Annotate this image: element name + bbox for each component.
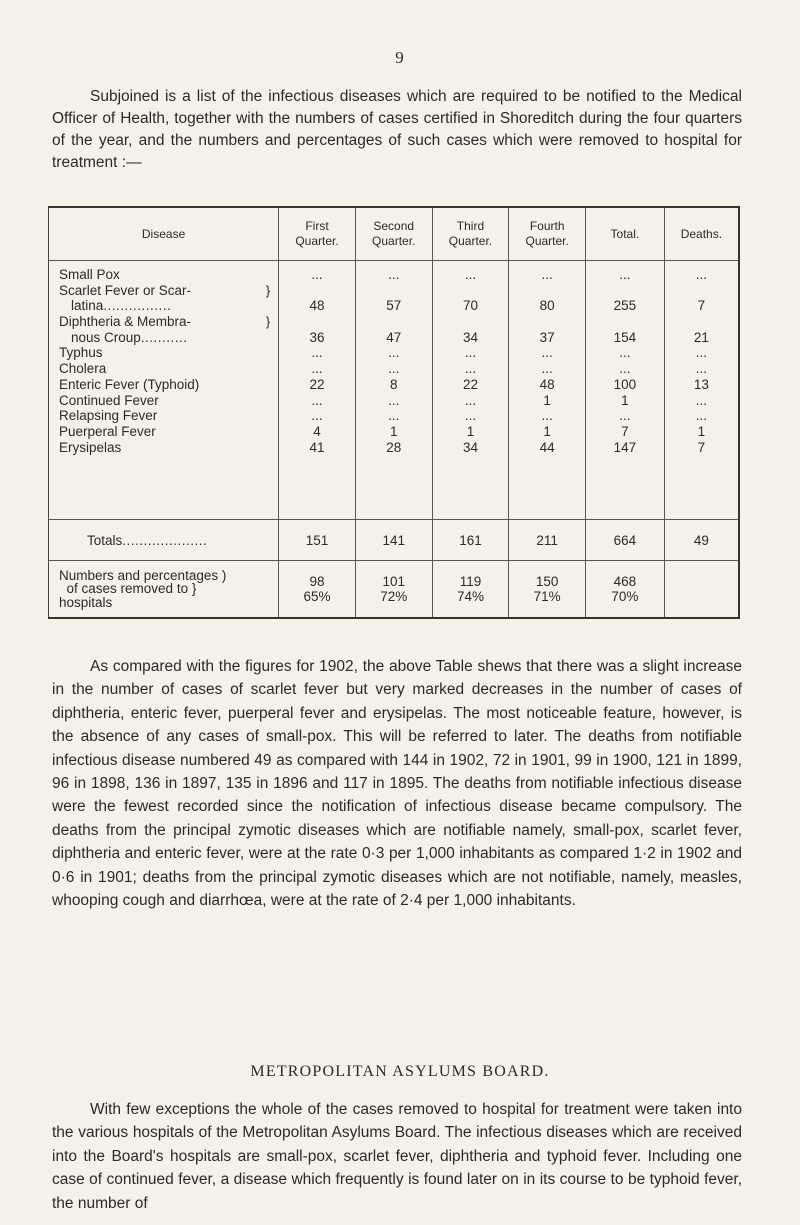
- removed-to-hospital-row: [49, 561, 740, 619]
- disease-name: Relapsing Fever: [59, 408, 158, 424]
- cell-q1: 41: [309, 439, 325, 455]
- cell-q2: 57: [386, 298, 402, 314]
- removed-q4: 150 71%: [509, 561, 586, 619]
- cell-q2: ...: [388, 361, 400, 377]
- cell-q2: 8: [389, 376, 398, 392]
- cell-q1: ...: [311, 267, 323, 282]
- cell-q1: 4: [313, 423, 321, 439]
- cell-q4: 1: [543, 423, 551, 439]
- cell-q1: 48: [309, 298, 325, 314]
- cell-q2: ...: [388, 408, 400, 424]
- cell-q1: ...: [311, 345, 323, 361]
- cell-q4: ...: [541, 361, 553, 377]
- cell-q4: ...: [541, 345, 553, 361]
- cell-total: 255: [613, 298, 637, 314]
- cell-q4: 44: [539, 439, 555, 455]
- cell-total: 100: [613, 376, 637, 392]
- disease-name: Enteric Fever (Typhoid): [59, 376, 200, 392]
- cell-q3: ...: [464, 408, 477, 424]
- cell-total: ...: [619, 345, 631, 361]
- totals-q4: 211: [509, 520, 586, 561]
- removed-q2: 101 72%: [355, 561, 432, 619]
- cell-deaths: ...: [695, 361, 708, 377]
- disease-name: Cholera: [59, 361, 107, 377]
- disease-name: Small Pox: [59, 267, 120, 282]
- section-heading: METROPOLITAN ASYLUMS BOARD.: [250, 1063, 550, 1080]
- cell-q2: ...: [388, 267, 400, 282]
- totals-row: [49, 520, 740, 561]
- cell-total: 154: [613, 329, 637, 345]
- totals-total: 664: [586, 520, 665, 561]
- disease-name: Continued Fever: [59, 392, 159, 408]
- cell-q2: ...: [388, 345, 400, 361]
- cell-q4: ...: [541, 267, 553, 282]
- removed-total: 468 70%: [586, 561, 665, 619]
- cell-deaths: 7: [697, 298, 706, 314]
- cell-deaths: 1: [697, 423, 706, 439]
- total-column: [586, 261, 665, 520]
- cell-q4: 48: [539, 376, 555, 392]
- cell-deaths: ...: [695, 408, 708, 424]
- cell-q1: ...: [311, 408, 323, 424]
- totals-q1: 151: [279, 520, 356, 561]
- intro-paragraph: Subjoined is a list of the infectious diseases which are required to be notified to the Medical Officer of Health, together with the numbers of cases certified in Shoreditch during the four quarters of the year, and the numbers and percentages of such cases which were removed to hospital for treatment :—: [52, 88, 742, 171]
- cell-q1: 36: [309, 329, 325, 345]
- header-second-quarter: Second Quarter.: [355, 207, 432, 261]
- q3-column: [432, 261, 509, 520]
- header-deaths: Deaths.: [664, 207, 739, 261]
- q4-column: [509, 261, 586, 520]
- cell-deaths: 13: [693, 376, 709, 392]
- cell-q3: ...: [464, 345, 477, 361]
- header-disease: Disease: [49, 207, 279, 261]
- cell-deaths: 21: [693, 329, 709, 345]
- cell-q4: 80: [539, 298, 555, 314]
- disease-name: Scarlet Fever or Scar- latina................ }: [59, 282, 271, 314]
- cell-q4: ...: [541, 408, 553, 424]
- q2-column: [355, 261, 432, 520]
- cell-q4: 1: [543, 392, 551, 408]
- cell-q2: 28: [386, 439, 402, 455]
- cell-total: ...: [619, 408, 631, 424]
- cell-total: ...: [619, 361, 631, 377]
- header-first-quarter: First Quarter.: [279, 207, 356, 261]
- cell-q3: ...: [464, 267, 477, 282]
- disease-name: Diphtheria & Membra- nous Croup........... }: [59, 314, 271, 345]
- cell-total: 147: [613, 439, 637, 455]
- cell-total: 7: [621, 423, 629, 439]
- deaths-column: [664, 261, 739, 520]
- cell-q2: ...: [388, 392, 400, 408]
- disease-name: Puerperal Fever: [59, 423, 156, 439]
- cell-q2: 1: [389, 423, 398, 439]
- disease-names-column: [49, 261, 279, 520]
- header-fourth-quarter: Fourth Quarter.: [509, 207, 586, 261]
- page-number: 9: [395, 48, 405, 67]
- disease-body-row: [49, 261, 740, 520]
- q1-column: [279, 261, 356, 520]
- disease-name: Typhus: [59, 345, 103, 361]
- cell-total: ...: [619, 267, 631, 282]
- totals-label: Totals....................: [49, 520, 279, 561]
- removed-label: Numbers and percentages ) of cases removed to } hospitals: [49, 561, 279, 619]
- cell-q3: ...: [464, 361, 477, 377]
- cell-q3: 70: [462, 298, 478, 314]
- cell-q2: 47: [386, 329, 402, 345]
- removed-q1: 98 65%: [279, 561, 356, 619]
- cell-q1: ...: [311, 392, 323, 408]
- cell-q3: 1: [466, 423, 475, 439]
- asylums-board-paragraph: With few exceptions the whole of the cases removed to hospital for treatment were taken into the various hospitals of the Metropolitan Asylums Board. The infectious diseases which are received into the Board's hospitals are small-pox, scarlet fever, diphtheria and typhoid fever. Including one case of continued fever, a disease which frequently is found later on in its course to be typhoid fever, the number of: [52, 1101, 742, 1212]
- totals-q3: 161: [432, 520, 509, 561]
- cell-deaths: ...: [695, 392, 708, 408]
- cell-deaths: ...: [695, 267, 708, 282]
- cell-deaths: ...: [695, 345, 708, 361]
- cell-q3: 22: [462, 376, 478, 392]
- disease-name: Erysipelas: [59, 439, 122, 455]
- cell-q3: 34: [462, 439, 478, 455]
- infectious-diseases-table: [48, 206, 740, 619]
- cell-q1: ...: [311, 361, 323, 377]
- cell-q3: ...: [464, 392, 477, 408]
- cell-q1: 22: [309, 376, 325, 392]
- comparison-paragraph: As compared with the figures for 1902, the above Table shews that there was a slight increase in the number of cases of scarlet fever but very marked decreases in the number of cases of diphtheria, enteric fever, puerperal fever and erysipelas. The most noticeable feature, however, is the absence of any cases of small-pox. This will be referred to later. The deaths from notifiable infectious disease numbered 49 as compared with 144 in 1902, 72 in 1901, 99 in 1900, 121 in 1899, 96 in 1898, 136 in 1897, 135 in 1896 and 117 in 1895. The deaths from notifiable infectious disease were the fewest recorded since the notification of infectious disease became compulsory. The deaths from the principal zymotic diseases which are notifiable namely, small-pox, scarlet fever, diphtheria and enteric fever, were at the rate 0·3 per 1,000 inhabitants as compared 1·2 in 1902 and 0·6 in 1901; deaths from the principal zymotic diseases which are not notifiable, namely, measles, whooping cough and diarrhœa, were at the rate of 2·4 per 1,000 inhabitants.: [52, 658, 742, 910]
- header-third-quarter: Third Quarter.: [432, 207, 509, 261]
- header-total: Total.: [586, 207, 665, 261]
- removed-deaths-empty: [664, 561, 739, 619]
- cell-q3: 34: [462, 329, 478, 345]
- cell-total: 1: [621, 392, 629, 408]
- totals-deaths: 49: [664, 520, 739, 561]
- table-header-row: [49, 207, 740, 261]
- totals-q2: 141: [355, 520, 432, 561]
- removed-q3: 119 74%: [432, 561, 509, 619]
- cell-q4: 37: [539, 329, 555, 345]
- cell-deaths: 7: [697, 439, 706, 455]
